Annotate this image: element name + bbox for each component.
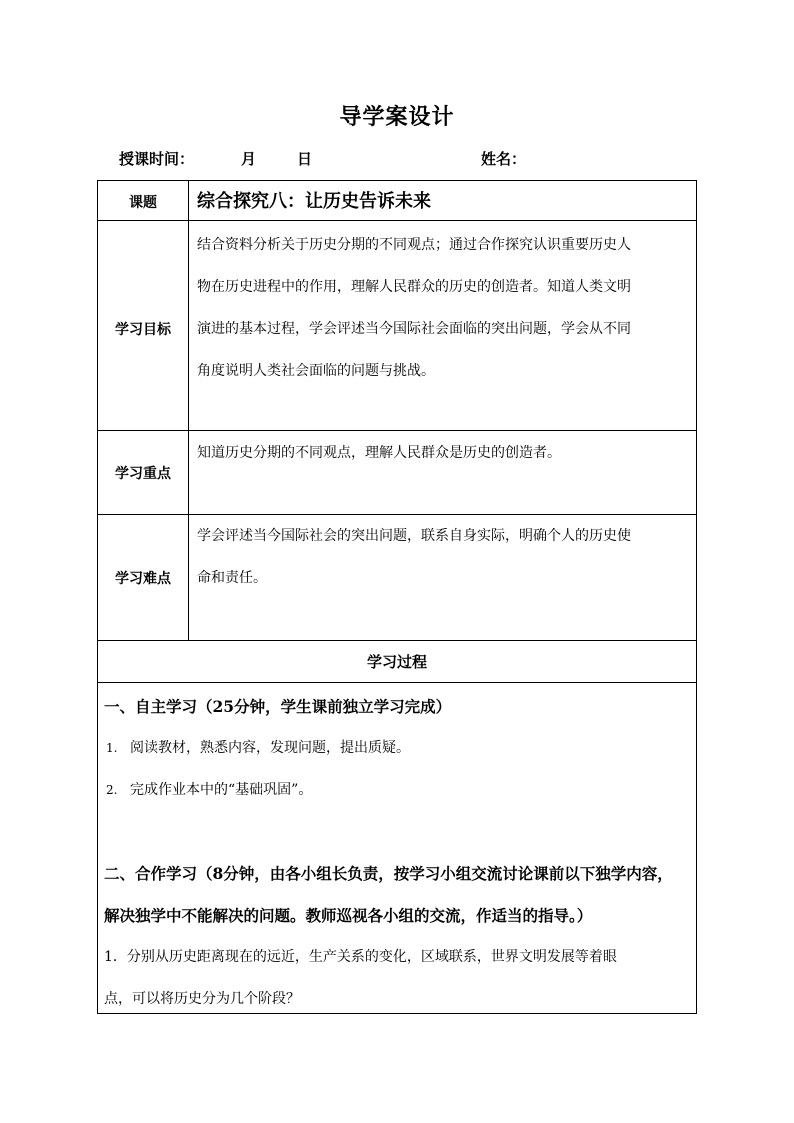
goals-line: 物在历史进程中的作用，理解人民群众的历史的创造者。知道人类文明	[197, 279, 631, 295]
goals-line: 结合资料分析关于历史分期的不同观点；通过合作探究认识重要历史人	[197, 237, 631, 253]
goals-line: 演进的基本过程，学会评述当今国际社会面临的突出问题，学会从不同	[197, 321, 631, 337]
difficulties-line: 学会评述当今国际社会的突出问题，联系自身实际，明确个人的历史使	[197, 528, 631, 544]
row-divider	[98, 682, 696, 683]
goals-label: 学习目标	[115, 322, 171, 338]
page-title: 导学案设计	[339, 104, 455, 130]
cooperative-question-line: 点，可以将历史分为几个阶段？	[104, 991, 300, 1007]
row-divider	[98, 220, 696, 221]
day-label: 日	[297, 150, 313, 168]
item-number: 2.	[106, 783, 118, 797]
label-column-divider	[188, 181, 189, 640]
difficulties-label: 学习难点	[115, 571, 171, 587]
student-name-label: 姓名：	[481, 150, 527, 168]
lesson-plan-table	[97, 180, 697, 1014]
item-number: 1.	[106, 741, 118, 755]
self-study-item	[104, 779, 692, 799]
row-divider	[98, 430, 696, 431]
key-points-line: 知道历史分期的不同观点，理解人民群众是历史的创造者。	[197, 445, 561, 461]
topic-label: 课题	[129, 195, 157, 211]
cooperative-heading-line: 解决独学中不能解决的问题。教师巡视各小组的交流，作适当的指导。）	[104, 906, 593, 925]
difficulties-line: 命和责任。	[197, 570, 267, 586]
topic-value: 综合探究八：让历史告诉未来	[197, 191, 431, 212]
key-points-text	[197, 432, 691, 474]
key-points-label: 学习重点	[115, 466, 171, 482]
process-header: 学习过程	[366, 653, 427, 671]
class-time-label: 授课时间：	[119, 150, 195, 168]
month-label: 月	[241, 150, 257, 168]
self-study-heading: 一、自主学习（25分钟，学生课前独立学习完成）	[104, 697, 452, 716]
row-divider	[98, 640, 696, 641]
goals-line: 角度说明人类社会面临的问题与挑战。	[197, 363, 435, 379]
meta-row	[0, 148, 794, 168]
cooperative-heading-line: 二、合作学习（8分钟，由各小组长负责，按学习小组交流讨论课前以下独学内容，	[104, 864, 673, 883]
difficulties-text	[197, 515, 691, 599]
item-text: 阅读教材，熟悉内容，发现问题，提出质疑。	[130, 740, 410, 756]
self-study-item	[104, 737, 692, 757]
cooperative-question-line: 1．分别从历史距离现在的远近，生产关系的变化，区域联系，世界文明发展等着眼	[104, 949, 617, 965]
item-text: 完成作业本中的“基础巩固”。	[130, 782, 313, 798]
goals-text	[197, 224, 691, 392]
